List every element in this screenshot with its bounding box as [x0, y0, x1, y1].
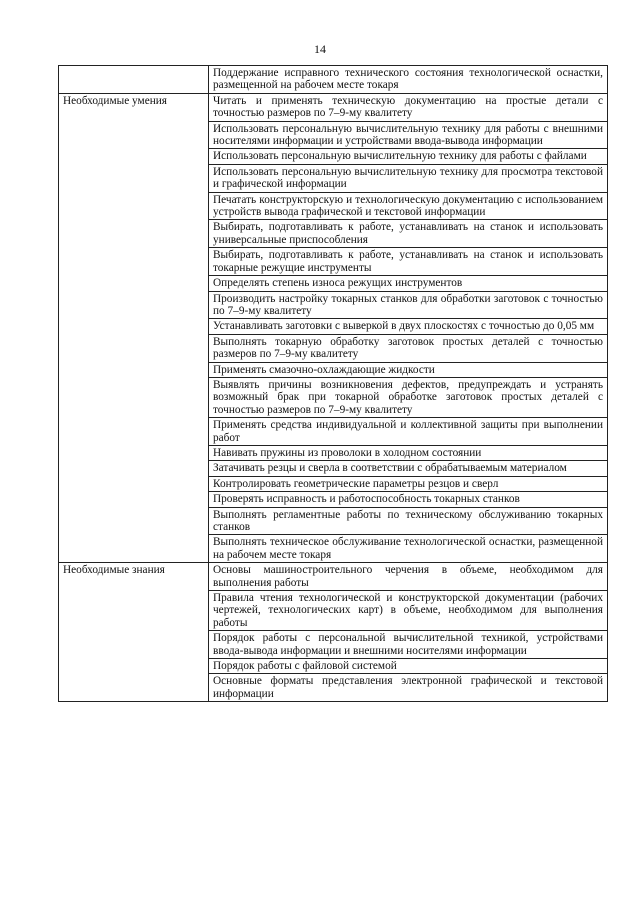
skills-item: Контролировать геометрические параметры резцов и сверл [209, 476, 608, 491]
skills-item: Затачивать резцы и сверла в соответствии с обрабатываемым материалом [209, 461, 608, 476]
skills-item: Устанавливать заготовки с выверкой в двух плоскостях с точностью до 0,05 мм [209, 319, 608, 334]
page-number: 14 [314, 42, 326, 56]
table-row [59, 66, 608, 94]
knowledge-item: Основы машиностроительного черчения в объеме, необходимом для выполнения работы [209, 563, 608, 591]
skills-item: Выявлять причины возникновения дефектов, предупреждать и устранять возможный брак при токарной обработке заготовок простых деталей с точностью размеров по 7–9-му квалитету [209, 377, 608, 417]
skills-item: Использовать персональную вычислительную технику для работы с файлами [209, 149, 608, 164]
skills-item: Выполнять техническое обслуживание технологической оснастки, размещенной на рабочем месте токаря [209, 535, 608, 563]
skills-item: Определять степень износа режущих инструментов [209, 276, 608, 291]
skills-item: Выполнять токарную обработку заготовок простых деталей с точностью размеров по 7–9-му квалитету [209, 334, 608, 362]
knowledge-item: Правила чтения технологической и конструкторской документации (рабочих чертежей, технологических карт) в объеме, необходимом для выполнения работы [209, 591, 608, 631]
skills-item: Применять средства индивидуальной и коллективной защиты при выполнении работ [209, 418, 608, 446]
skills-item: Читать и применять техническую документацию на простые детали с точностью размеров по 7–9-му квалитету [209, 93, 608, 121]
knowledge-label: Необходимые знания [59, 563, 209, 702]
skills-item: Выбирать, подготавливать к работе, устанавливать на станок и использовать токарные режущие инструменты [209, 248, 608, 276]
skills-item: Проверять исправность и работоспособность токарных станков [209, 492, 608, 507]
skills-item: Применять смазочно-охлаждающие жидкости [209, 362, 608, 377]
skills-label: Необходимые умения [59, 93, 209, 562]
table-row [59, 93, 608, 121]
skills-item: Выбирать, подготавливать к работе, устанавливать на станок и использовать универсальные приспособления [209, 220, 608, 248]
empty-label-cell [59, 66, 209, 94]
requirements-table-body [59, 66, 608, 702]
skills-item: Выполнять регламентные работы по техническому обслуживанию токарных станков [209, 507, 608, 535]
skills-item: Навивать пружины из проволоки в холодном состоянии [209, 445, 608, 460]
skills-item: Использовать персональную вычислительную технику для работы с внешними носителями информации и устройствами ввода-вывода информации [209, 121, 608, 149]
skills-item: Использовать персональную вычислительную технику для просмотра текстовой и графической информации [209, 164, 608, 192]
knowledge-item: Порядок работы с персональной вычислительной техникой, устройствами ввода-вывода информации и внешними носителями информации [209, 631, 608, 659]
table-row [59, 563, 608, 591]
skills-item: Производить настройку токарных станков для обработки заготовок с точностью по 7–9-му квалитету [209, 291, 608, 319]
requirements-table [58, 65, 608, 702]
knowledge-item: Основные форматы представления электронной графической и текстовой информации [209, 674, 608, 702]
top-item: Поддержание исправного технического состояния технологической оснастки, размещенной на рабочем месте токаря [209, 66, 608, 94]
knowledge-item: Порядок работы с файловой системой [209, 659, 608, 674]
skills-item: Печатать конструкторскую и технологическую документацию с использованием устройств вывода графической и текстовой информации [209, 192, 608, 220]
